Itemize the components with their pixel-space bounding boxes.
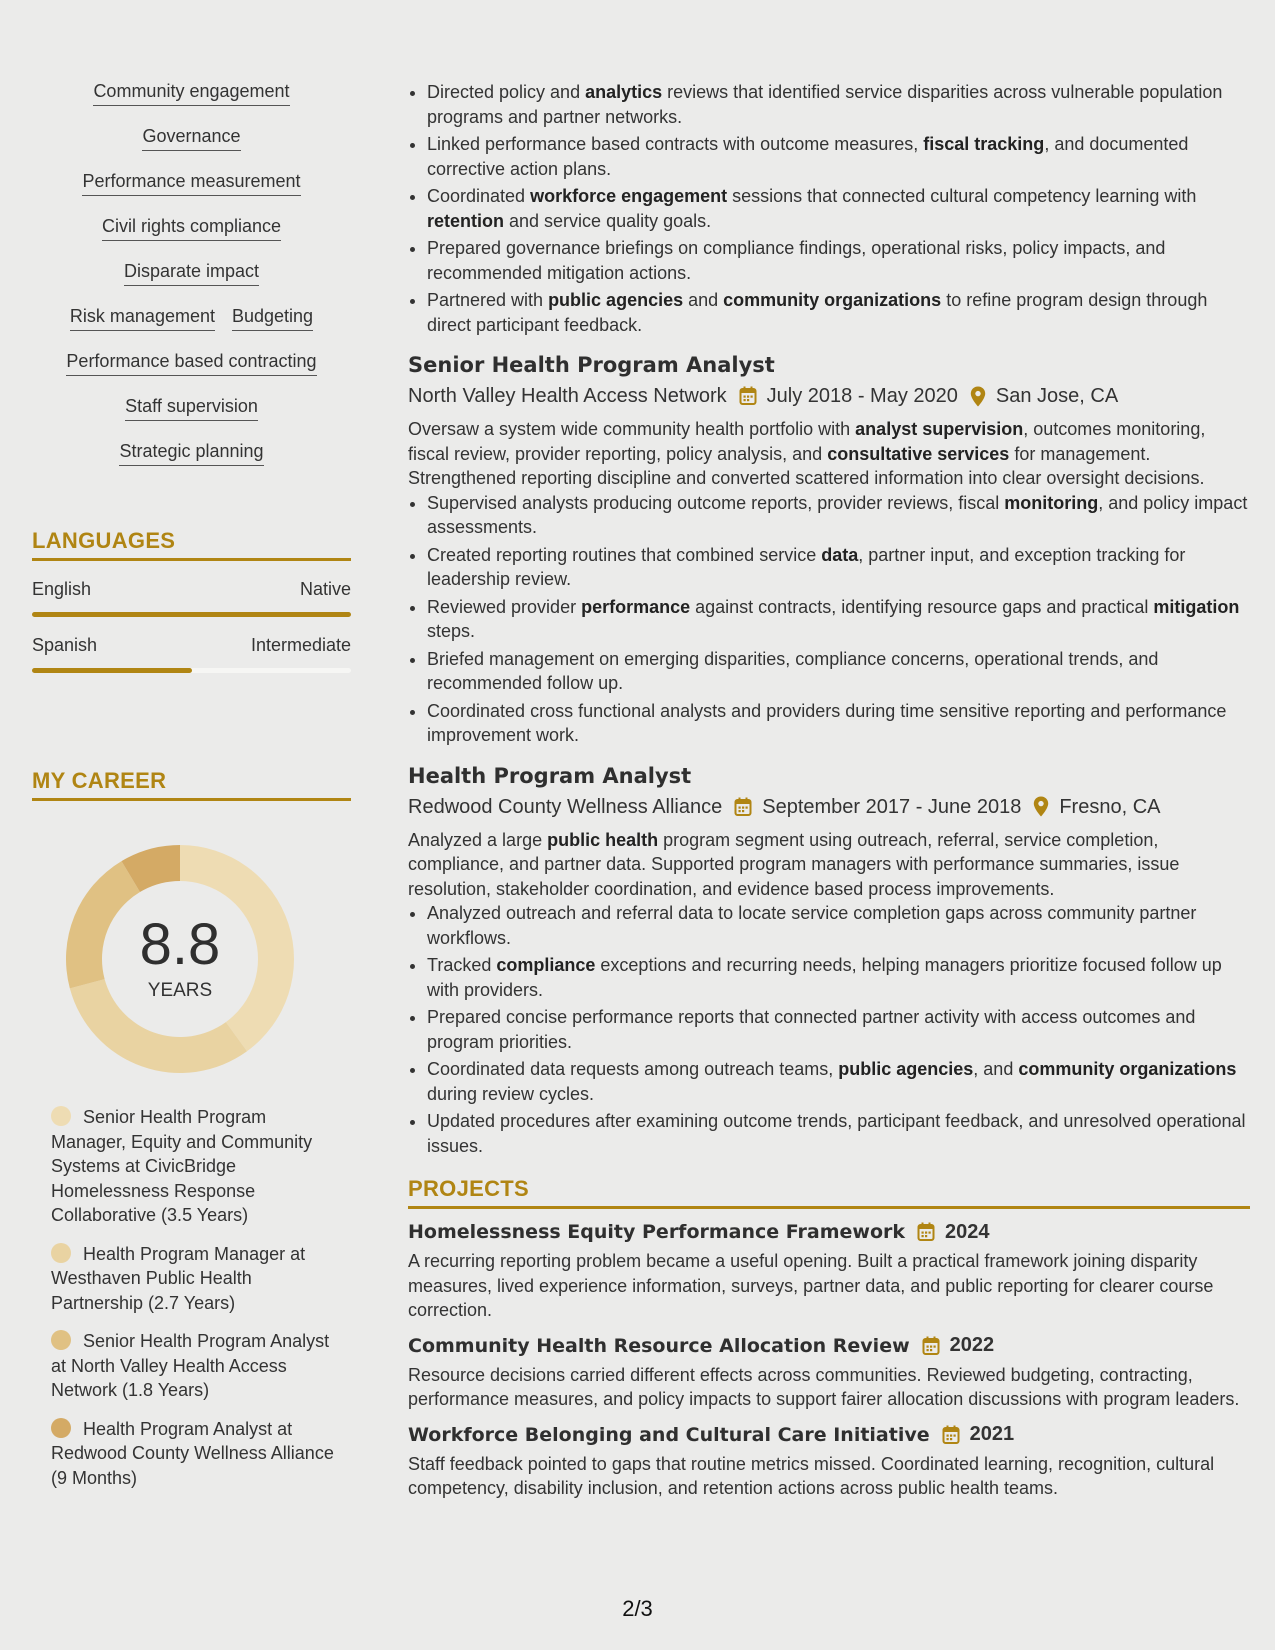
bullet-item — [427, 1057, 1250, 1106]
bullet-item — [427, 1109, 1250, 1158]
main-content — [408, 80, 1250, 1501]
bold-text: monitoring — [1004, 492, 1099, 513]
text-run: exceptions and recurring needs, helping managers prioritize focused follow up with providers. — [427, 955, 1222, 1000]
job-entry — [408, 762, 1250, 1159]
text-run: Coordinated — [427, 186, 531, 206]
skill-row — [119, 440, 263, 485]
languages-heading: LANGUAGES — [32, 528, 351, 561]
location-pin-icon — [970, 386, 986, 407]
text-run: Updated procedures after examining outcome trends, participant feedback, and unresolved operational issues. — [427, 1111, 1246, 1156]
text-run: and service quality goals. — [504, 210, 712, 231]
bold-text: fiscal tracking — [923, 134, 1045, 154]
bold-text: community organizations — [723, 290, 942, 310]
bullet-item — [427, 1005, 1250, 1054]
job-meta — [408, 383, 1250, 409]
calendar-icon — [922, 1336, 940, 1356]
text-run: Partnered with — [427, 290, 549, 310]
job-description — [408, 417, 1250, 491]
bullet-item — [427, 236, 1250, 285]
career-total-years: 8.8 — [139, 912, 221, 977]
skill-tag: Civil rights compliance — [102, 215, 281, 241]
text-run: and — [683, 290, 724, 310]
skill-tag: Budgeting — [232, 305, 313, 331]
project-title: Workforce Belonging and Cultural Care Initiative — [408, 1423, 930, 1446]
skill-tag: Staff supervision — [125, 395, 258, 421]
language-line — [32, 635, 351, 656]
job-dates: July 2018 - May 2020 — [766, 385, 958, 407]
career-years-label: YEARS — [147, 980, 213, 1001]
career-legend — [51, 1105, 341, 1490]
skill-row — [66, 350, 316, 395]
skills-list — [32, 80, 351, 485]
project-title-row — [408, 1219, 1250, 1245]
bold-text: public agencies — [548, 290, 684, 310]
previous-job-bullets — [408, 80, 1250, 337]
skill-row — [93, 80, 289, 125]
calendar-icon — [917, 1222, 935, 1242]
bullet-item — [427, 647, 1250, 696]
text-run: Prepared concise performance reports that connected partner activity with access outcomes and program priorities. — [427, 1007, 1196, 1052]
bold-text: consultative services — [827, 443, 1010, 464]
career-legend-item — [51, 1242, 341, 1316]
language-level-bar — [32, 668, 351, 673]
legend-dot — [51, 1418, 71, 1438]
legend-dot — [51, 1243, 71, 1263]
job-title: Health Program Analyst — [408, 763, 692, 788]
bold-text: public agencies — [838, 1059, 974, 1079]
project-entry — [408, 1333, 1250, 1412]
language-item — [32, 579, 351, 617]
text-run: , and documented corrective action plans. — [427, 134, 1189, 179]
text-run: , partner input, and exception tracking for leadership review. — [427, 544, 1186, 589]
bullet-item — [427, 595, 1250, 644]
skill-row — [82, 170, 300, 215]
bold-text: community organizations — [1018, 1059, 1237, 1079]
calendar-icon — [942, 1425, 960, 1445]
career-legend-item — [51, 1329, 341, 1403]
legend-label: Health Program Manager at Westhaven Public Health Partnership (2.7 Years) — [51, 1243, 306, 1313]
calendar-icon — [734, 797, 752, 817]
bold-text: mitigation — [1153, 596, 1240, 617]
job-location: Fresno, CA — [1059, 795, 1161, 818]
bold-text: retention — [427, 210, 505, 231]
company-name: North Valley Health Access Network — [408, 385, 727, 407]
text-run: , and policy impact assessments. — [427, 492, 1248, 537]
legend-dot — [51, 1330, 71, 1350]
career-legend-item — [51, 1105, 341, 1228]
sidebar — [32, 80, 351, 1488]
calendar-icon — [739, 386, 757, 406]
location-pin-icon — [1033, 796, 1049, 817]
skill-row — [125, 395, 258, 440]
text-run: , outcomes monitoring, fiscal review, provider reporting, policy analysis, and — [408, 419, 1206, 464]
projects-heading: PROJECTS — [408, 1176, 1250, 1209]
languages-section — [32, 528, 351, 673]
skill-row — [124, 260, 259, 305]
bullet-item — [427, 184, 1250, 233]
legend-dot — [51, 1106, 71, 1126]
legend-label: Senior Health Program Analyst at North Valley Health Access Network (1.8 Years) — [51, 1331, 330, 1400]
skill-row — [102, 215, 281, 260]
bold-text: data — [821, 544, 859, 565]
project-title: Community Health Resource Allocation Review — [408, 1334, 910, 1357]
language-level: Native — [299, 579, 351, 599]
text-run: Reviewed provider — [427, 596, 582, 617]
job-meta — [408, 794, 1250, 820]
job-bullets — [408, 901, 1250, 1158]
job-title: Senior Health Program Analyst — [408, 353, 775, 377]
career-section — [32, 768, 351, 1504]
text-run: reviews that identified service disparities across vulnerable population programs and partner networks. — [427, 82, 1223, 127]
bullet-item — [427, 80, 1250, 129]
text-run: Coordinated cross functional analysts and providers during time sensitive reporting and performance improvement work. — [427, 700, 1227, 745]
project-title-row — [408, 1422, 1250, 1448]
text-run: Prepared governance briefings on compliance findings, operational risks, policy impacts, and recommended mitigation actions. — [427, 238, 1166, 283]
text-run: Supervised analysts producing outcome reports, provider reviews, fiscal — [427, 492, 1005, 513]
bold-text: analytics — [585, 82, 663, 102]
bullet-item — [427, 491, 1250, 540]
career-heading: MY CAREER — [32, 768, 351, 801]
bold-text: workforce engagement — [530, 186, 728, 206]
skill-tag: Performance measurement — [82, 170, 300, 196]
language-line — [32, 579, 351, 600]
project-title: Homelessness Equity Performance Framework — [408, 1221, 906, 1243]
text-run: program segment using outreach, referral, service completion, compliance, and partner data. Supported program managers with performance summaries, issue resolution, stakeholder coordination, and evidence based process improvements. — [408, 829, 1180, 899]
text-run: Linked performance based contracts with outcome measures, — [427, 134, 924, 154]
text-run: Oversaw a system wide community health portfolio with — [408, 419, 856, 439]
bold-text: compliance — [496, 955, 596, 975]
language-name: Spanish — [32, 635, 98, 655]
skill-tag: Governance — [142, 125, 240, 151]
job-entry — [408, 351, 1250, 748]
text-run: Briefed management on emerging disparities, compliance concerns, operational trends, and recommended follow up. — [427, 648, 1159, 693]
language-name: English — [32, 579, 92, 599]
legend-label: Health Program Analyst at Redwood County Wellness Alliance (9 Months) — [51, 1418, 334, 1488]
language-level: Intermediate — [250, 635, 351, 655]
text-run: during review cycles. — [427, 1083, 595, 1104]
bullet-item — [427, 953, 1250, 1002]
page-number: 2/3 — [622, 1596, 653, 1621]
skill-tag: Performance based contracting — [66, 350, 316, 376]
text-run: Tracked — [427, 955, 497, 975]
job-bullets — [408, 491, 1250, 748]
skill-tag: Disparate impact — [124, 260, 259, 286]
bold-text: public health — [547, 829, 659, 850]
text-run: to refine program design through direct participant feedback. — [427, 290, 1208, 335]
project-title-row — [408, 1333, 1250, 1359]
career-legend-item — [51, 1417, 341, 1491]
text-run: Coordinated data requests among outreach teams, — [427, 1059, 839, 1079]
project-description: Staff feedback pointed to gaps that routine metrics missed. Coordinated learning, recognition, cultural competency, disability inclusion, and retention actions across public health teams. — [408, 1453, 1215, 1498]
text-run: Analyzed outreach and referral data to locate service completion gaps across community partner workflows. — [427, 903, 1197, 948]
text-run: Analyzed a large — [408, 829, 548, 850]
job-location: San Jose, CA — [995, 385, 1119, 407]
text-run: , and — [973, 1059, 1019, 1079]
text-run: sessions that connected cultural competency learning with — [727, 186, 1197, 206]
bold-text: analyst supervision — [855, 419, 1024, 439]
language-level-fill — [32, 612, 351, 617]
project-entry — [408, 1219, 1250, 1323]
skill-row — [70, 305, 313, 350]
skill-tag: Strategic planning — [119, 440, 263, 466]
project-entry — [408, 1422, 1250, 1501]
language-item — [32, 635, 351, 673]
job-dates: September 2017 - June 2018 — [762, 795, 1022, 818]
company-name: Redwood County Wellness Alliance — [408, 795, 723, 818]
bullet-item — [427, 699, 1250, 748]
text-run: Directed policy and — [427, 82, 586, 102]
projects-section — [408, 1176, 1250, 1501]
skill-row — [142, 125, 240, 170]
project-year: 2022 — [949, 1334, 995, 1356]
skill-tag: Risk management — [70, 305, 215, 331]
bold-text: performance — [581, 596, 691, 617]
text-run: Created reporting routines that combined service — [427, 544, 822, 565]
legend-label: Senior Health Program Manager, Equity and Community Systems at CivicBridge Homelessness Response Collaborative (3.5 Years) — [51, 1107, 313, 1225]
job-description — [408, 828, 1250, 902]
text-run: for management. Strengthened reporting discipline and converted scattered information into clear oversight decisions. — [408, 443, 1205, 488]
project-description: Resource decisions carried different effects across communities. Reviewed budgeting, contracting, performance measures, and policy impacts to support fairer allocation discussions with program leaders. — [408, 1364, 1240, 1409]
text-run: steps. — [427, 621, 476, 641]
bullet-item — [427, 288, 1250, 337]
project-year: 2024 — [945, 1220, 990, 1243]
project-description: A recurring reporting problem became a useful opening. Built a practical framework joining disparity measures, lived experience information, surveys, partner data, and public reporting for clearer course correction. — [408, 1251, 1214, 1320]
project-year: 2021 — [969, 1423, 1015, 1445]
skill-tag: Community engagement — [93, 80, 289, 106]
language-level-fill — [32, 668, 192, 673]
experience-list — [408, 351, 1250, 1158]
language-level-bar — [32, 612, 351, 617]
text-run: against contracts, identifying resource gaps and practical — [690, 596, 1154, 617]
career-donut-chart — [66, 845, 294, 1073]
bullet-item — [427, 901, 1250, 950]
bullet-item — [427, 132, 1250, 181]
bullet-item — [427, 543, 1250, 592]
